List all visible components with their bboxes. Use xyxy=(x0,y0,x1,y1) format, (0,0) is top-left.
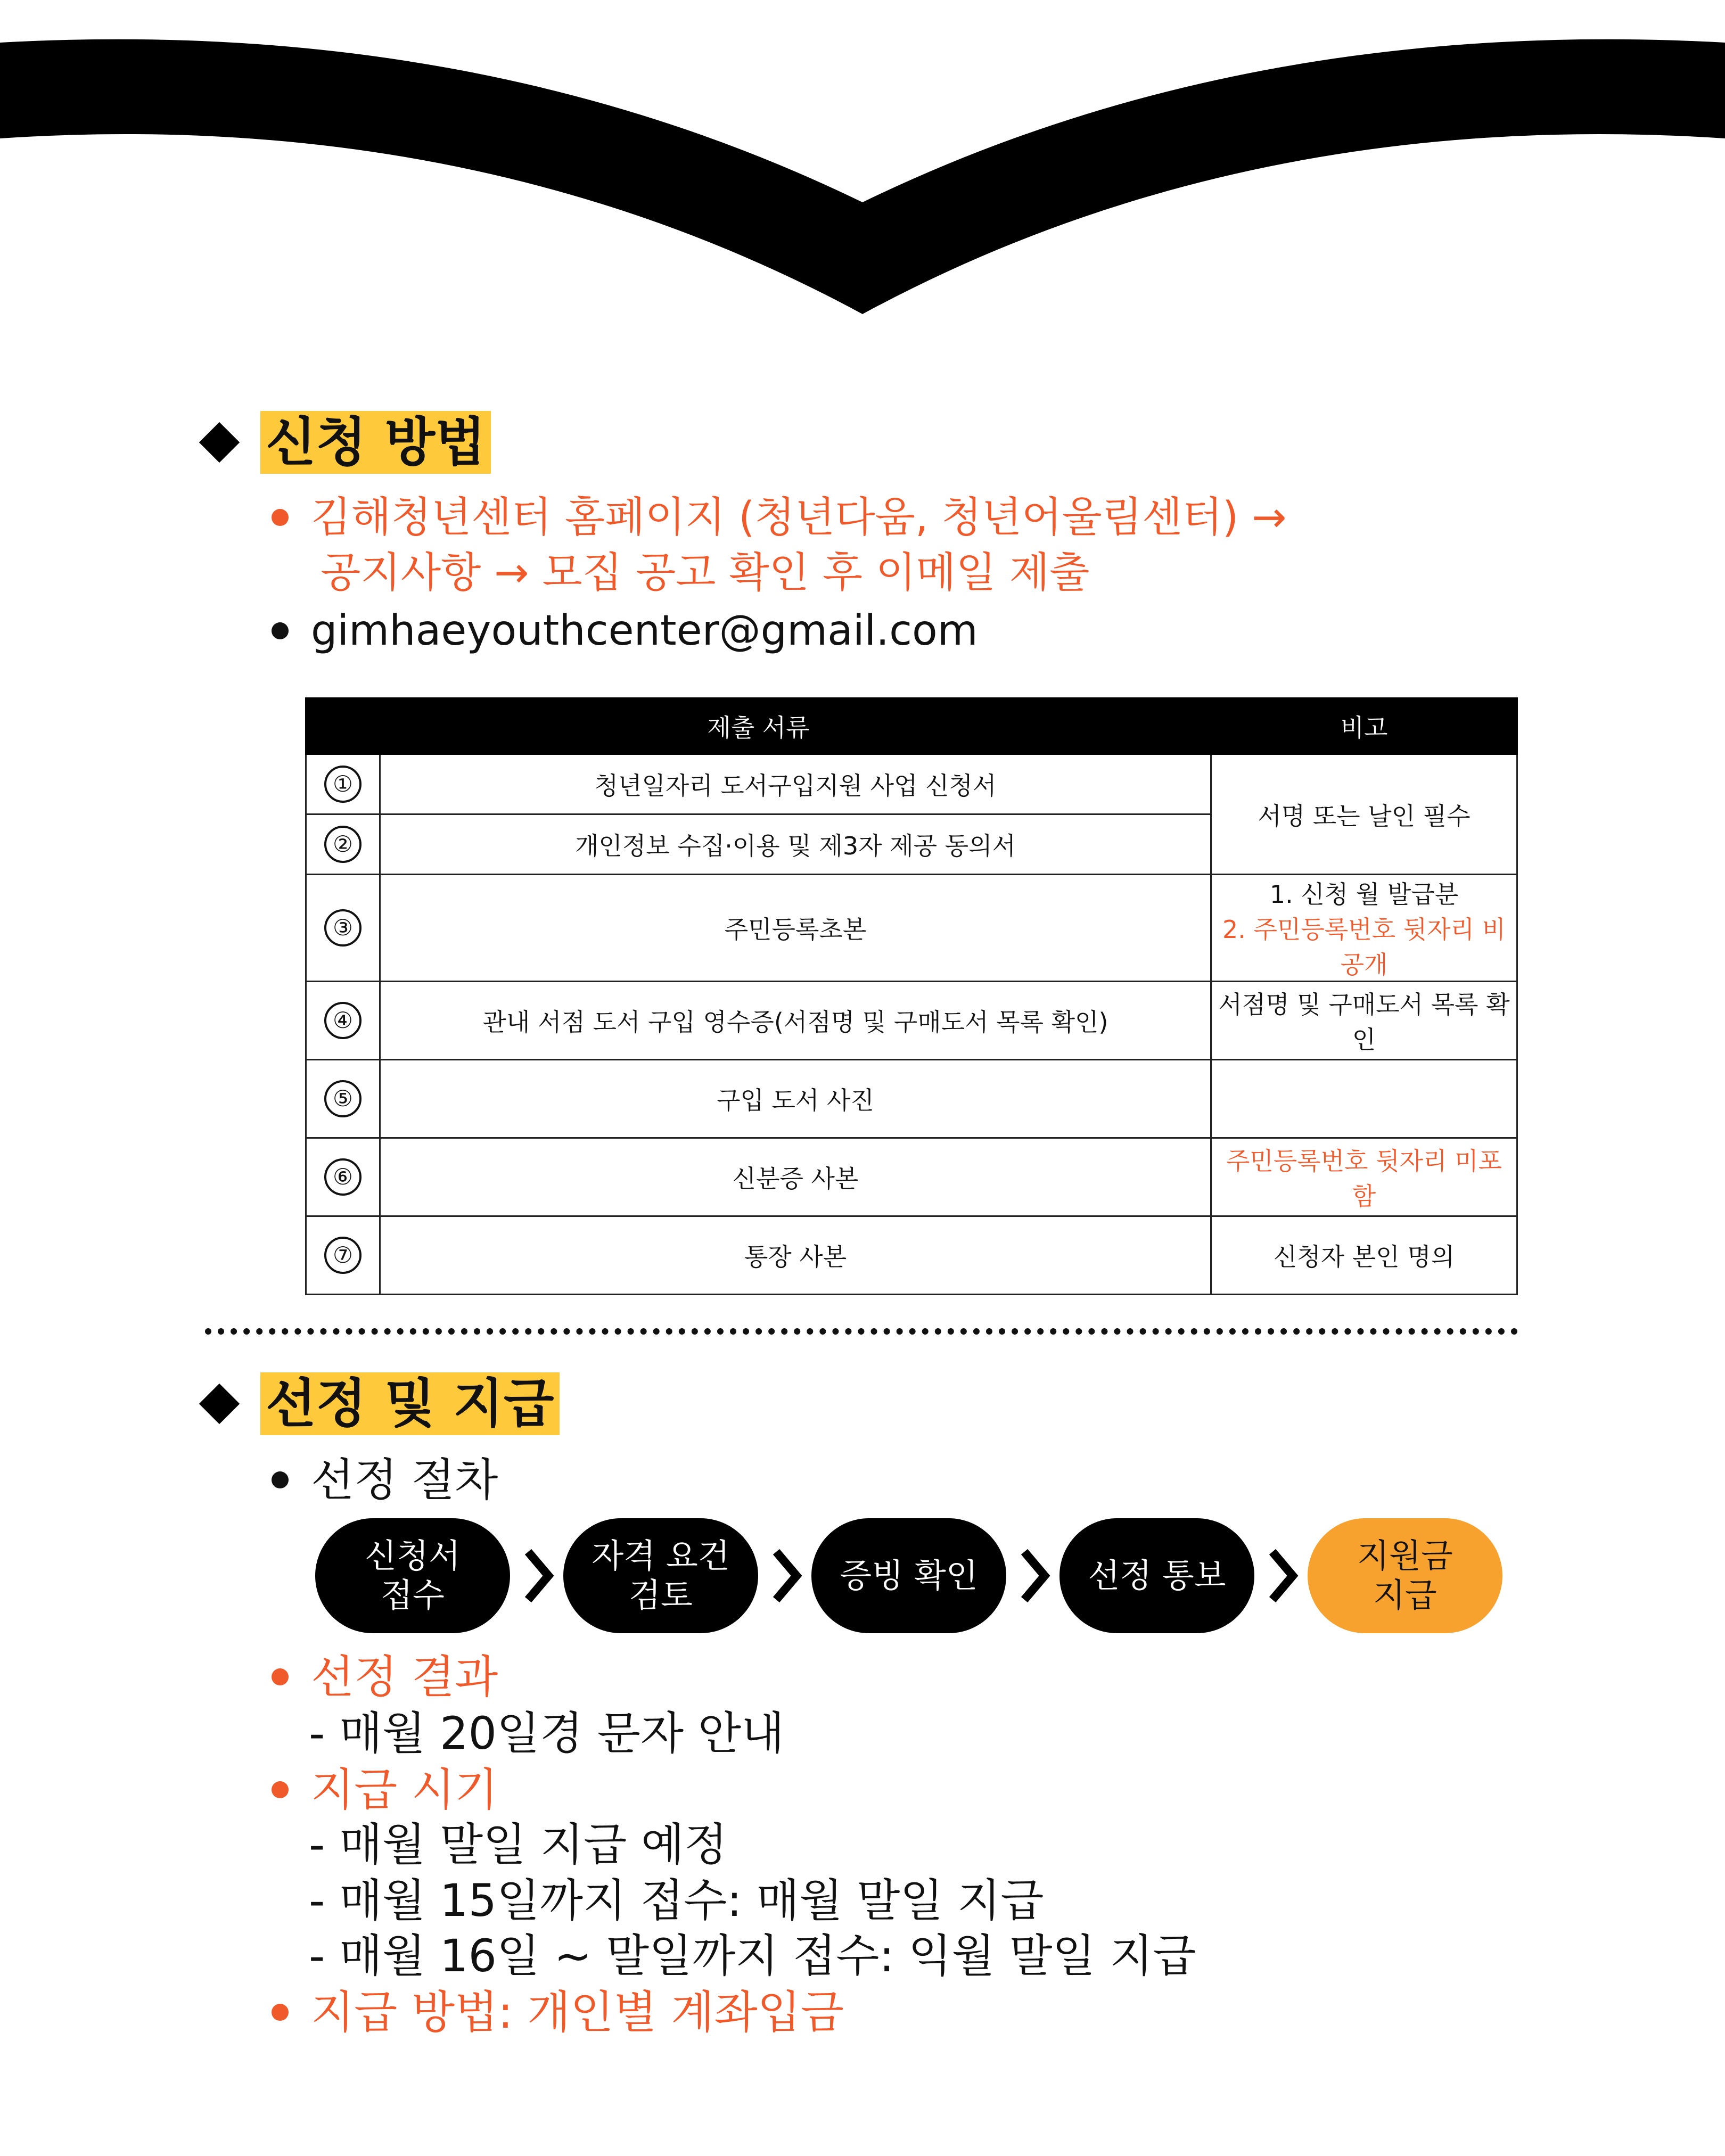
result-label: 선정 결과 xyxy=(311,1651,498,1703)
document-note: 서명 또는 날인 필수 xyxy=(1211,754,1517,875)
apply-method-item xyxy=(272,490,1287,600)
table-row xyxy=(306,1216,1517,1295)
row-number: ⑦ xyxy=(324,1237,362,1274)
payment-method: 지급 방법: 개인별 계좌입금 xyxy=(311,1986,844,2038)
note-line: 1. 신청 월 발급분 xyxy=(1269,880,1459,909)
apply-method-line2: 공지사항 → 모집 공고 확인 후 이메일 제출 xyxy=(321,549,1090,597)
document-note xyxy=(1211,875,1517,982)
section-heading-apply xyxy=(205,411,491,474)
result-detail: - 매월 20일경 문자 안내 xyxy=(309,1707,785,1759)
diamond-bullet-icon xyxy=(199,1384,240,1424)
flow-step: 선정 통보 xyxy=(1059,1518,1254,1633)
bullet-dot-icon xyxy=(272,622,289,639)
row-number: ④ xyxy=(324,1002,362,1039)
procedure-label: 선정 절차 xyxy=(311,1454,498,1506)
timing-detail: - 매월 16일 ~ 말일까지 접수: 익월 말일 지급 xyxy=(309,1930,1196,1982)
document-name: 관내 서점 도서 구입 영수증(서점명 및 구매도서 목록 확인) xyxy=(380,982,1211,1060)
result-item xyxy=(272,1649,498,1705)
dotted-divider xyxy=(205,1328,1518,1335)
table-row xyxy=(306,1138,1517,1216)
bullet-dot-icon xyxy=(272,1668,289,1685)
table-row xyxy=(306,982,1517,1060)
document-note: 주민등록번호 뒷자리 미포함 xyxy=(1211,1138,1517,1216)
email-address[interactable]: gimhaeyouthcenter@gmail.com xyxy=(311,607,978,655)
timing-detail: - 매월 말일 지급 예정 xyxy=(309,1818,728,1871)
row-number: ③ xyxy=(324,909,362,947)
table-row xyxy=(306,875,1517,982)
book-arc-decoration xyxy=(0,0,1725,319)
document-note: 서점명 및 구매도서 목록 확인 xyxy=(1211,982,1517,1060)
timing-detail: - 매월 15일까지 접수: 매월 말일 지급 xyxy=(309,1874,1044,1927)
document-name: 구입 도서 사진 xyxy=(380,1060,1211,1138)
section-title: 선정 및 지급 xyxy=(260,1372,560,1435)
note-line-warning: 2. 주민등록번호 뒷자리 비공개 xyxy=(1222,915,1506,979)
diamond-bullet-icon xyxy=(199,422,240,463)
document-name: 개인정보 수집·이용 및 제3자 제공 동의서 xyxy=(380,814,1211,875)
section-heading-selection xyxy=(205,1372,560,1435)
document-note xyxy=(1211,1060,1517,1138)
method-item xyxy=(272,1985,844,2040)
row-number: ① xyxy=(324,766,362,803)
document-name: 주민등록초본 xyxy=(380,875,1211,982)
document-name: 청년일자리 도서구입지원 사업 신청서 xyxy=(380,754,1211,814)
table-row xyxy=(306,754,1517,814)
flow-step: 신청서 접수 xyxy=(315,1518,510,1633)
row-number: ② xyxy=(324,826,362,863)
timing-item xyxy=(272,1762,498,1817)
bullet-dot-icon xyxy=(272,509,289,526)
documents-table xyxy=(305,697,1518,1295)
table-row xyxy=(306,1060,1517,1138)
email-item xyxy=(272,603,978,659)
chevron-right-icon xyxy=(523,1546,555,1605)
header-documents: 제출 서류 xyxy=(306,698,1211,754)
flow-step: 자격 요건 검토 xyxy=(563,1518,758,1633)
bullet-dot-icon xyxy=(272,1471,289,1488)
header-notes: 비고 xyxy=(1211,698,1517,754)
document-name: 신분증 사본 xyxy=(380,1138,1211,1216)
timing-label: 지급 시기 xyxy=(311,1764,498,1816)
document-note: 신청자 본인 명의 xyxy=(1211,1216,1517,1295)
document-name: 통장 사본 xyxy=(380,1216,1211,1295)
section-title: 신청 방법 xyxy=(260,411,491,474)
procedure-item xyxy=(272,1452,498,1508)
chevron-right-icon xyxy=(1267,1546,1299,1605)
row-number: ⑥ xyxy=(324,1158,362,1196)
table-header-row xyxy=(306,698,1517,754)
chevron-right-icon xyxy=(1019,1546,1051,1605)
chevron-right-icon xyxy=(771,1546,803,1605)
row-number: ⑤ xyxy=(324,1080,362,1117)
flow-step: 증빙 확인 xyxy=(811,1518,1006,1633)
bullet-dot-icon xyxy=(272,1781,289,1798)
bullet-dot-icon xyxy=(272,2004,289,2021)
apply-method-line1: 김해청년센터 홈페이지 (청년다움, 청년어울림센터) → xyxy=(311,493,1287,541)
flow-step-final: 지원금 지급 xyxy=(1308,1518,1502,1633)
